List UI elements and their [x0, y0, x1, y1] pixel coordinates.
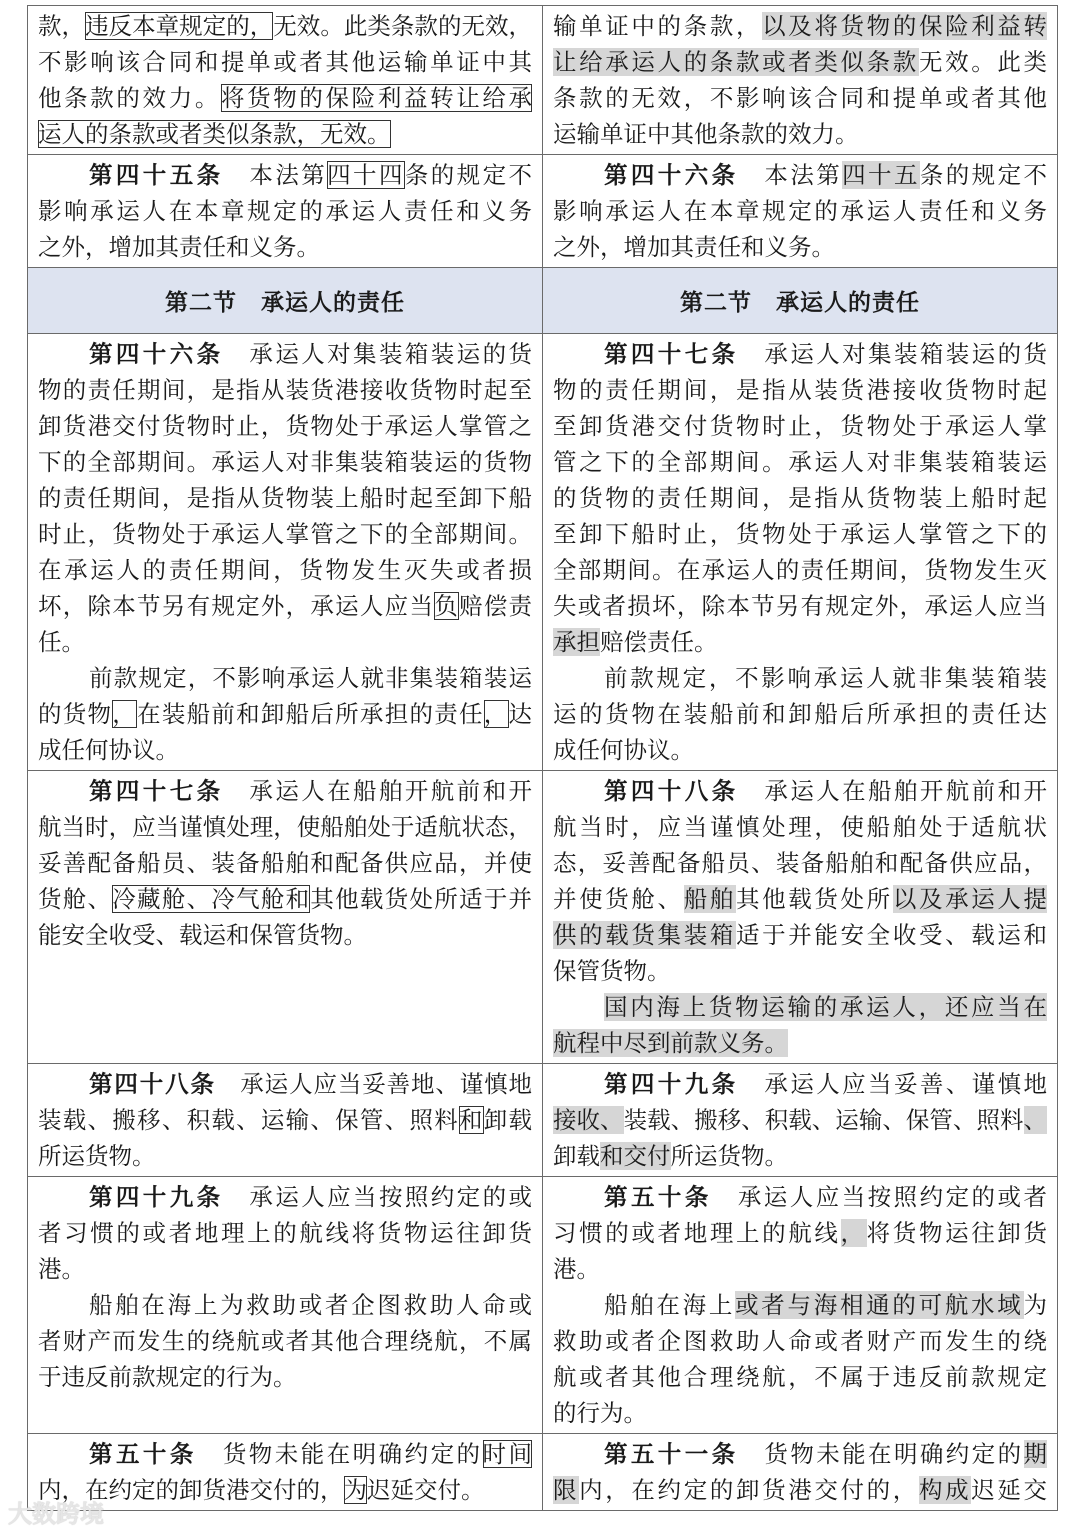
text-segment: 承运人应当妥善、谨慎地 [738, 1070, 1047, 1098]
text-line [553, 229, 1047, 265]
text-segment: 为 [1023, 1291, 1047, 1319]
text-segment: 的责任期间，是指从货物装上船时起至卸下船 [38, 484, 532, 512]
text-line [553, 624, 1047, 660]
changed-text-highlight: 期 [1023, 1440, 1047, 1468]
text-line [553, 444, 1047, 480]
text-segment: 保管货物。 [553, 957, 671, 985]
text-line [38, 336, 532, 372]
text-segment: 之外，增加其责任和义务。 [38, 233, 320, 261]
paragraph [553, 660, 1047, 768]
article-number: 第四十六条 [89, 340, 224, 368]
text-segment: 运输单证中其他条款的效力。 [553, 120, 859, 148]
text-segment: 适于并能安全收受、载运和 [735, 921, 1048, 949]
text-line [553, 917, 1047, 953]
text-segment: 至卸货港交付货物时止，货物处于承运人掌 [553, 412, 1047, 440]
text-segment: 运的货物在装船前和卸船后所承担的责任达 [553, 700, 1047, 728]
article-row [28, 1177, 1058, 1434]
text-line [553, 696, 1047, 732]
paragraph [553, 1179, 1047, 1287]
text-line [38, 845, 532, 881]
article-row [28, 334, 1058, 771]
text-segment: 者习惯的或者地理上的航线将货物运往卸货 [38, 1219, 532, 1247]
text-line [38, 80, 532, 116]
text-line [553, 1179, 1047, 1215]
text-segment: 货物未能在明确约定的 [196, 1440, 483, 1468]
new-law-cell [543, 6, 1058, 155]
deleted-text-box: 运人的条款或者类似条款，无效。 [38, 120, 391, 148]
paragraph [553, 157, 1047, 265]
text-segment: 前款规定，不影响承运人就非集装箱装 [604, 664, 1047, 692]
text-segment: 任。 [38, 628, 85, 656]
text-line [38, 809, 532, 845]
paragraph [38, 1179, 532, 1287]
text-line [553, 881, 1047, 917]
new-law-cell [543, 1064, 1058, 1177]
article-number: 第四十九条 [604, 1070, 739, 1098]
deleted-text-box: 时间 [482, 1440, 532, 1468]
text-segment: 卸载 [553, 1142, 600, 1170]
text-line [553, 80, 1047, 116]
deleted-text-box: 为 [343, 1476, 367, 1504]
paragraph [38, 1287, 532, 1395]
text-segment: 承运人对集装箱装运的货 [738, 340, 1047, 368]
text-line [38, 660, 532, 696]
paragraph [38, 660, 532, 768]
text-segment: 妥善配备船员、装备船舶和配备供应品，并使 [38, 849, 532, 877]
text-segment: 者财产而发生的绕航或者其他合理绕航，不属 [38, 1327, 532, 1355]
changed-text-highlight: 和交付 [600, 1142, 671, 1170]
text-line [553, 193, 1047, 229]
paragraph [553, 1287, 1047, 1431]
text-line [553, 953, 1047, 989]
paragraph [38, 8, 532, 152]
old-law-cell [28, 6, 543, 155]
changed-text-highlight: 以及承运人提 [892, 885, 1048, 913]
text-line [38, 1287, 532, 1323]
text-segment: 时止，货物处于承运人掌管之下的全部期间。 [38, 520, 532, 548]
text-segment: 在承运人的责任期间，货物发生灭失或者损 [38, 556, 532, 584]
text-segment: 所运货物。 [38, 1142, 156, 1170]
text-segment: 内，在约定的卸货港交付的， [579, 1476, 919, 1504]
text-segment: 港。 [553, 1255, 600, 1283]
text-line [38, 1138, 532, 1174]
paragraph [553, 1066, 1047, 1174]
text-line [38, 1251, 532, 1287]
text-line [38, 408, 532, 444]
text-line [553, 1025, 1047, 1061]
text-line [553, 157, 1047, 193]
text-line [38, 1323, 532, 1359]
text-segment: 能安全收受、载运和保管货物。 [38, 921, 367, 949]
text-segment: 无效。此类 [918, 48, 1048, 76]
text-line [38, 917, 532, 953]
text-line [38, 1359, 532, 1395]
text-segment: 并使货舱、 [553, 885, 684, 913]
deleted-text-box: 将货物的保险利益转让给承 [220, 84, 533, 112]
text-segment: 条款的无效，不影响该合同和提单或者其他 [553, 84, 1047, 112]
text-segment: 物的责任期间，是指从装货港接收货物时起至 [38, 376, 532, 404]
article-number: 第五十一条 [604, 1440, 739, 1468]
changed-text-highlight: 接收、 [553, 1106, 624, 1134]
text-segment: 成任何协议。 [38, 736, 179, 764]
text-segment: 其他载货处所适于并 [310, 885, 533, 913]
changed-text-highlight: 限 [553, 1476, 580, 1504]
text-segment: 本法第 [738, 161, 843, 189]
changed-text-highlight: 以及将货物的保险利益转 [762, 12, 1048, 40]
text-line [553, 44, 1047, 80]
text-segment: 全部期间。在承运人的责任期间，货物发生灭 [553, 556, 1047, 584]
text-segment: 无效。此类条款的无效， [273, 12, 533, 40]
text-line [553, 1323, 1047, 1359]
text-segment: 装载、搬移、积载、运输、保管、照料 [623, 1106, 1024, 1134]
text-line [38, 552, 532, 588]
old-law-cell [28, 1434, 543, 1511]
text-line [553, 1138, 1047, 1174]
text-segment: 下的全部期间。承运人对非集装箱装运的货物 [38, 448, 532, 476]
text-line [553, 408, 1047, 444]
text-line [38, 444, 532, 480]
text-line [38, 1066, 532, 1102]
article-row [28, 1434, 1058, 1511]
text-segment: 款， [38, 12, 86, 40]
text-segment: 本法第 [223, 161, 328, 189]
text-segment: 承运人对集装箱装运的货 [223, 340, 532, 368]
article-number: 第四十七条 [604, 340, 739, 368]
text-segment: 货舱、 [38, 885, 113, 913]
changed-text-highlight: 构成 [918, 1476, 972, 1504]
text-segment: 港。 [38, 1255, 85, 1283]
text-segment: 将货物运往卸货 [866, 1219, 1048, 1247]
text-segment: 达 [508, 700, 533, 728]
text-line [553, 1251, 1047, 1287]
text-segment: 输单证中的条款， [553, 12, 763, 40]
changed-text-highlight: 四十五 [842, 161, 920, 189]
text-segment: 迟延交 [971, 1476, 1048, 1504]
paragraph [38, 336, 532, 660]
old-law-cell [28, 334, 543, 771]
text-line [38, 229, 532, 265]
law-comparison-table [27, 5, 1058, 1511]
text-line [553, 1215, 1047, 1251]
paragraph [38, 1066, 532, 1174]
changed-text-highlight: ， [840, 1219, 867, 1247]
text-segment: 条的规定不 [919, 161, 1047, 189]
deleted-text-box: 违反本章规定的， [85, 12, 274, 40]
text-segment: 卸载 [483, 1106, 533, 1134]
text-line [553, 8, 1047, 44]
text-segment: 承运人应当妥善地、谨慎地 [215, 1070, 533, 1098]
text-segment: 赔偿责 [458, 592, 533, 620]
changed-text-highlight: 国内海上货物运输的承运人，还应当在 [604, 993, 1047, 1021]
text-line [38, 116, 532, 152]
text-segment: 坏，除本节另有规定外，承运人应当 [38, 592, 435, 620]
new-law-cell [543, 1434, 1058, 1511]
article-number: 第四十九条 [89, 1183, 224, 1211]
text-line [38, 696, 532, 732]
text-segment: 成任何协议。 [553, 736, 694, 764]
text-segment: 之外，增加其责任和义务。 [553, 233, 835, 261]
article-row [28, 6, 1058, 155]
text-segment: 其他载货处所 [735, 885, 893, 913]
deleted-text-box: 四十四 [327, 161, 405, 189]
deleted-text-box: 和 [458, 1106, 484, 1134]
text-line [553, 1436, 1047, 1472]
text-line [553, 372, 1047, 408]
text-line [553, 1066, 1047, 1102]
watermark: 大数跨境 [8, 1500, 104, 1528]
old-law-cell [28, 155, 543, 268]
text-segment: 失或者损坏，除本节另有规定外，承运人应当 [553, 592, 1047, 620]
text-line [553, 1395, 1047, 1431]
text-segment: 承运人在船舶开航前和开 [223, 777, 532, 805]
text-segment: 在装船前和卸船后所承担的责任 [137, 700, 484, 728]
text-line [38, 8, 532, 44]
text-line [38, 1179, 532, 1215]
article-number: 第四十八条 [89, 1070, 216, 1098]
text-line [553, 809, 1047, 845]
paragraph [553, 336, 1047, 660]
article-row [28, 771, 1058, 1064]
text-segment: 航当时，应当谨慎处理，使船舶处于适航状 [553, 813, 1047, 841]
article-number: 第四十六条 [604, 161, 739, 189]
article-number: 第四十八条 [604, 777, 739, 805]
text-line [553, 773, 1047, 809]
text-line [38, 1215, 532, 1251]
text-segment: 船舶在海上为救助或者企图救助人命或 [89, 1291, 532, 1319]
paragraph [38, 157, 532, 265]
text-line [38, 773, 532, 809]
text-segment: 卸货港交付货物时止，货物处于承运人掌管之 [38, 412, 532, 440]
text-segment: 救助或者企图救助人命或者财产而发生的绕 [553, 1327, 1047, 1355]
text-line [553, 1359, 1047, 1395]
text-segment: 的货物 [38, 700, 113, 728]
article-number: 第五十条 [89, 1440, 197, 1468]
text-segment: 承运人在船舶开航前和开 [738, 777, 1047, 805]
text-line [553, 1472, 1047, 1508]
article-number: 第五十条 [604, 1183, 712, 1211]
deleted-text-box: ， [483, 700, 509, 728]
text-segment: 条的规定不 [404, 161, 532, 189]
text-segment: 于违反前款规定的行为。 [38, 1363, 297, 1391]
text-line [38, 881, 532, 917]
text-line [553, 516, 1047, 552]
text-line [38, 480, 532, 516]
text-segment: 承运人应当按照约定的或 [223, 1183, 532, 1211]
text-line [553, 989, 1047, 1025]
section-title-left: 第二节 承运人的责任 [28, 268, 543, 334]
article-number: 第四十七条 [89, 777, 224, 805]
old-law-cell [28, 771, 543, 1064]
article-row [28, 1064, 1058, 1177]
paragraph [553, 773, 1047, 989]
changed-text-highlight: 航程中尽到前款义务。 [553, 1029, 788, 1057]
paragraph [38, 773, 532, 953]
text-segment: 迟延交付。 [367, 1476, 485, 1504]
new-law-cell [543, 1177, 1058, 1434]
deleted-text-box: ， [112, 700, 138, 728]
text-segment: 的行为。 [553, 1399, 647, 1427]
text-line [553, 480, 1047, 516]
text-line [38, 732, 532, 768]
old-law-cell [28, 1177, 543, 1434]
text-line [553, 552, 1047, 588]
paragraph [553, 989, 1047, 1061]
text-line [553, 1102, 1047, 1138]
changed-text-highlight: 船舶 [683, 885, 736, 913]
text-segment: 前款规定，不影响承运人就非集装箱装运 [89, 664, 532, 692]
changed-text-highlight: 让给承运人的条款或者类似条款 [553, 48, 919, 76]
text-segment: 装载、搬移、积载、运输、保管、照料 [38, 1106, 459, 1134]
new-law-cell [543, 771, 1058, 1064]
text-line [553, 116, 1047, 152]
text-line [553, 660, 1047, 696]
text-line [553, 336, 1047, 372]
text-segment: 至卸下船时止，货物处于承运人掌管之下的 [553, 520, 1047, 548]
text-line [38, 157, 532, 193]
changed-text-highlight: 或者与海相通的可航水域 [735, 1291, 1024, 1319]
paragraph [38, 1436, 532, 1508]
section-header-row [28, 268, 1058, 334]
text-line [38, 1472, 532, 1508]
text-segment: 内，在约定的卸货港交付的， [38, 1476, 344, 1504]
text-segment: 习惯的或者地理上的航线 [553, 1219, 841, 1247]
paragraph [553, 1436, 1047, 1508]
text-segment: 态，妥善配备船员、装备船舶和配备供应品， [553, 849, 1047, 877]
text-line [38, 193, 532, 229]
paragraph [553, 8, 1047, 152]
new-law-cell [543, 334, 1058, 771]
text-line [38, 372, 532, 408]
text-segment: 航当时，应当谨慎处理，使船舶处于适航状态， [38, 813, 532, 841]
text-segment: 航或者其他合理绕航，不属于违反前款规定 [553, 1363, 1047, 1391]
old-law-cell [28, 1064, 543, 1177]
text-segment: 影响承运人在本章规定的承运人责任和义务 [553, 197, 1047, 225]
text-segment: 物的责任期间，是指从装货港接收货物时起 [553, 376, 1047, 404]
text-segment: 他条款的效力。 [38, 84, 221, 112]
text-segment: 所运货物。 [670, 1142, 788, 1170]
text-line [38, 44, 532, 80]
article-number: 第四十五条 [89, 161, 224, 189]
text-line [38, 1102, 532, 1138]
deleted-text-box: 负 [434, 592, 459, 620]
article-row [28, 155, 1058, 268]
text-segment: 赔偿责任。 [600, 628, 718, 656]
changed-text-highlight: 、 [1023, 1106, 1048, 1134]
text-segment: 影响承运人在本章规定的承运人责任和义务 [38, 197, 532, 225]
text-line [553, 1287, 1047, 1323]
changed-text-highlight: 承担 [553, 628, 600, 656]
new-law-cell [543, 155, 1058, 268]
text-segment: 货物未能在明确约定的 [738, 1440, 1024, 1468]
text-segment: 不影响该合同和提单或者其他运输单证中其 [38, 48, 532, 76]
deleted-text-box: 冷藏舱、冷气舱和 [112, 885, 311, 913]
text-line [38, 1436, 532, 1472]
text-line [553, 588, 1047, 624]
text-line [38, 624, 532, 660]
text-segment: 管之下的全部期间。承运人对非集装箱装运 [553, 448, 1047, 476]
text-line [38, 516, 532, 552]
text-line [38, 588, 532, 624]
changed-text-highlight: 供的载货集装箱 [553, 921, 736, 949]
text-line [553, 732, 1047, 768]
text-segment: 承运人应当按照约定的或者 [711, 1183, 1047, 1211]
section-title-right: 第二节 承运人的责任 [543, 268, 1058, 334]
text-segment: 船舶在海上 [604, 1291, 736, 1319]
text-line [553, 845, 1047, 881]
text-segment: 的货物的责任期间，是指从货物装上船时起 [553, 484, 1047, 512]
